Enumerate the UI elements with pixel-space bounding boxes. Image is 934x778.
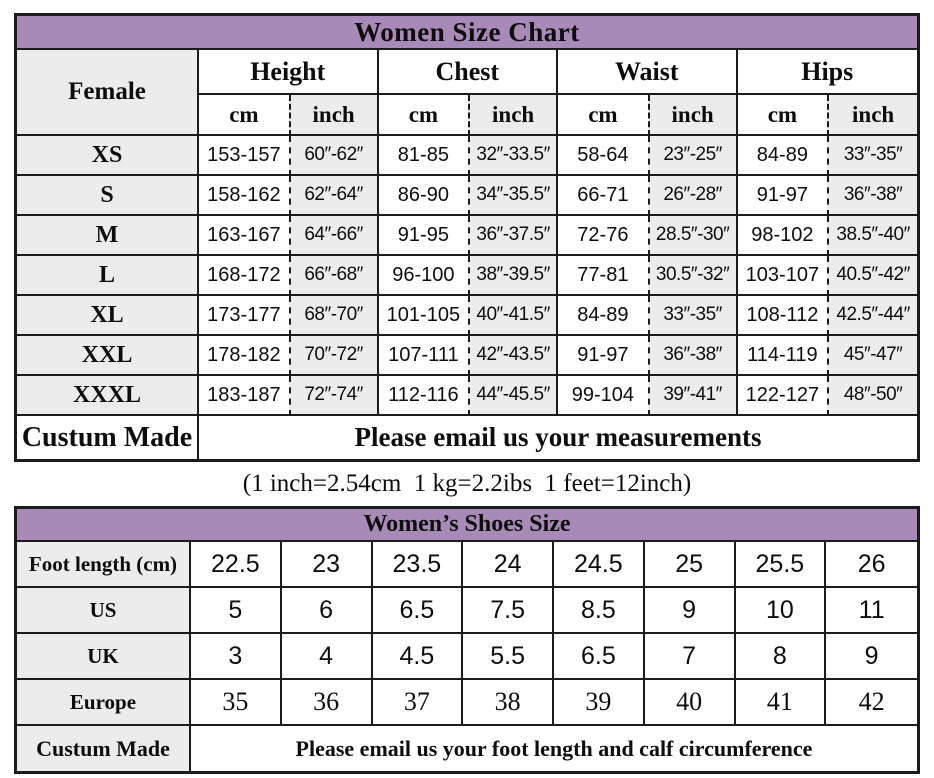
waist-inch-cell: 23″-25″: [648, 136, 738, 176]
shoe-size-cell: 11: [826, 588, 917, 634]
custom-made-text: Please email us your measurements: [354, 422, 762, 452]
hips-cm-cell: 98-102: [738, 216, 828, 256]
shoe-row-label: Europe: [17, 680, 191, 726]
shoe-size-cell: 8.5: [554, 588, 645, 634]
chest-inch-cell: 40″-41.5″: [468, 296, 558, 336]
chest-cm-cell: 86-90: [379, 176, 469, 216]
hips-inch-cell: 40.5″-42″: [827, 256, 917, 296]
hips-cm-cell: 103-107: [738, 256, 828, 296]
shoe-size-cell: 25: [645, 542, 736, 588]
shoe-size-cell: 23: [282, 542, 373, 588]
shoe-size-cell: 25.5: [736, 542, 827, 588]
title-row: [17, 16, 917, 50]
height-inch-cell: 64″-66″: [289, 216, 379, 256]
shoe-row-label: Foot length (cm): [17, 542, 191, 588]
shoe-size-cell: 35: [191, 680, 282, 726]
shoe-size-cell: 36: [282, 680, 373, 726]
size-row: [17, 376, 917, 416]
size-label-cell: M: [17, 216, 199, 256]
unit-cm-header: cm: [199, 95, 289, 136]
shoe-size-cell: 4: [282, 634, 373, 680]
waist-group-header: Waist: [558, 50, 738, 95]
hips-cm-cell: 122-127: [738, 376, 828, 416]
shoe-size-cell: 9: [826, 634, 917, 680]
shoe-size-cell: 6: [282, 588, 373, 634]
unit-inch-header: inch: [289, 95, 379, 136]
hips-cm-cell: 84-89: [738, 136, 828, 176]
waist-cm-cell: 77-81: [558, 256, 648, 296]
size-label-cell: XXL: [17, 336, 199, 376]
size-row: [17, 136, 917, 176]
shoe-size-cell: 41: [736, 680, 827, 726]
conversion-note: (1 inch=2.54cm 1 kg=2.2ibs 1 feet=12inch): [242, 470, 692, 497]
height-cm-cell: 163-167: [199, 216, 289, 256]
chest-inch-cell: 34″-35.5″: [468, 176, 558, 216]
waist-cm-cell: 72-76: [558, 216, 648, 256]
shoe-size-row: [17, 542, 917, 588]
hips-group-header: Hips: [738, 50, 918, 95]
chest-group-header: Chest: [379, 50, 559, 95]
waist-inch-cell: 36″-38″: [648, 336, 738, 376]
shoe-size-cell: 6.5: [373, 588, 464, 634]
shoe-size-cell: 8: [736, 634, 827, 680]
height-cm-cell: 183-187: [199, 376, 289, 416]
shoes-size-title: Women’s Shoes Size: [17, 509, 917, 542]
hips-inch-cell: 33″-35″: [827, 136, 917, 176]
size-row: [17, 216, 917, 256]
chest-inch-cell: 36″-37.5″: [468, 216, 558, 256]
shoes-title-row: [17, 509, 917, 542]
height-cm-cell: 153-157: [199, 136, 289, 176]
shoe-size-cell: 38: [463, 680, 554, 726]
shoe-size-cell: 37: [373, 680, 464, 726]
chest-cm-cell: 101-105: [379, 296, 469, 336]
waist-inch-cell: 33″-35″: [648, 296, 738, 336]
hips-inch-cell: 48″-50″: [827, 376, 917, 416]
unit-inch-header: inch: [468, 95, 558, 136]
chest-cm-cell: 81-85: [379, 136, 469, 176]
shoe-size-cell: 5.5: [463, 634, 554, 680]
size-row: [17, 176, 917, 216]
waist-inch-cell: 39″-41″: [648, 376, 738, 416]
waist-inch-cell: 28.5″-30″: [648, 216, 738, 256]
unit-cm-header: cm: [558, 95, 648, 136]
shoe-size-cell: 42: [826, 680, 917, 726]
shoe-size-cell: 40: [645, 680, 736, 726]
shoe-size-cell: 24: [463, 542, 554, 588]
shoes-size-table: [14, 506, 920, 774]
shoe-size-cell: 9: [645, 588, 736, 634]
waist-cm-cell: 66-71: [558, 176, 648, 216]
height-cm-cell: 178-182: [199, 336, 289, 376]
shoe-size-cell: 10: [736, 588, 827, 634]
shoe-size-cell: 26: [826, 542, 917, 588]
chest-cm-cell: 96-100: [379, 256, 469, 296]
chest-inch-cell: 44″-45.5″: [468, 376, 558, 416]
shoe-size-cell: 7: [645, 634, 736, 680]
chest-inch-cell: 32″-33.5″: [468, 136, 558, 176]
chest-inch-cell: 38″-39.5″: [468, 256, 558, 296]
shoe-row-label: US: [17, 588, 191, 634]
hips-inch-cell: 38.5″-40″: [827, 216, 917, 256]
chest-cm-cell: 91-95: [379, 216, 469, 256]
waist-inch-cell: 30.5″-32″: [648, 256, 738, 296]
unit-inch-header: inch: [648, 95, 738, 136]
shoe-size-cell: 3: [191, 634, 282, 680]
hips-inch-cell: 36″-38″: [827, 176, 917, 216]
height-cm-cell: 168-172: [199, 256, 289, 296]
size-chart-title: Women Size Chart: [17, 16, 917, 50]
waist-cm-cell: 84-89: [558, 296, 648, 336]
women-size-chart-table: [14, 13, 920, 462]
size-row: [17, 256, 917, 296]
shoe-size-cell: 24.5: [554, 542, 645, 588]
hips-inch-cell: 42.5″-44″: [827, 296, 917, 336]
size-label-cell: L: [17, 256, 199, 296]
custom-made-row: [17, 416, 917, 459]
chest-cm-cell: 112-116: [379, 376, 469, 416]
height-cm-cell: 173-177: [199, 296, 289, 336]
height-inch-cell: 72″-74″: [289, 376, 379, 416]
female-header-cell: Female: [17, 50, 199, 136]
height-cm-cell: 158-162: [199, 176, 289, 216]
unit-cm-header: cm: [379, 95, 469, 136]
waist-cm-cell: 91-97: [558, 336, 648, 376]
shoe-size-cell: 39: [554, 680, 645, 726]
shoe-size-cell: 23.5: [373, 542, 464, 588]
shoes-custom-made-label: Custum Made: [17, 726, 191, 771]
waist-cm-cell: 58-64: [558, 136, 648, 176]
height-inch-cell: 60″-62″: [289, 136, 379, 176]
size-label-cell: XS: [17, 136, 199, 176]
height-inch-cell: 68″-70″: [289, 296, 379, 336]
height-inch-cell: 66″-68″: [289, 256, 379, 296]
unit-inch-header: inch: [827, 95, 917, 136]
size-label-cell: S: [17, 176, 199, 216]
shoe-size-cell: 4.5: [373, 634, 464, 680]
size-row: [17, 296, 917, 336]
chest-cm-cell: 107-111: [379, 336, 469, 376]
custom-made-label: Custum Made: [17, 416, 199, 459]
shoe-size-cell: 7.5: [463, 588, 554, 634]
hips-cm-cell: 108-112: [738, 296, 828, 336]
waist-inch-cell: 26″-28″: [648, 176, 738, 216]
size-label-cell: XXXL: [17, 376, 199, 416]
shoe-size-cell: 5: [191, 588, 282, 634]
shoe-size-cell: 22.5: [191, 542, 282, 588]
size-row: [17, 336, 917, 376]
height-inch-cell: 70″-72″: [289, 336, 379, 376]
size-label-cell: XL: [17, 296, 199, 336]
hips-inch-cell: 45″-47″: [827, 336, 917, 376]
group-header-row: [17, 50, 917, 95]
waist-cm-cell: 99-104: [558, 376, 648, 416]
shoe-row-label: UK: [17, 634, 191, 680]
shoes-custom-made-row: [17, 726, 917, 771]
unit-cm-header: cm: [738, 95, 828, 136]
shoe-size-row: [17, 588, 917, 634]
height-inch-cell: 62″-64″: [289, 176, 379, 216]
shoes-custom-made-text: Please email us your foot length and calf circumference: [295, 735, 813, 761]
hips-cm-cell: 114-119: [738, 336, 828, 376]
shoe-size-cell: 6.5: [554, 634, 645, 680]
shoe-size-row: [17, 680, 917, 726]
height-group-header: Height: [199, 50, 379, 95]
chest-inch-cell: 42″-43.5″: [468, 336, 558, 376]
shoe-size-row: [17, 634, 917, 680]
hips-cm-cell: 91-97: [738, 176, 828, 216]
